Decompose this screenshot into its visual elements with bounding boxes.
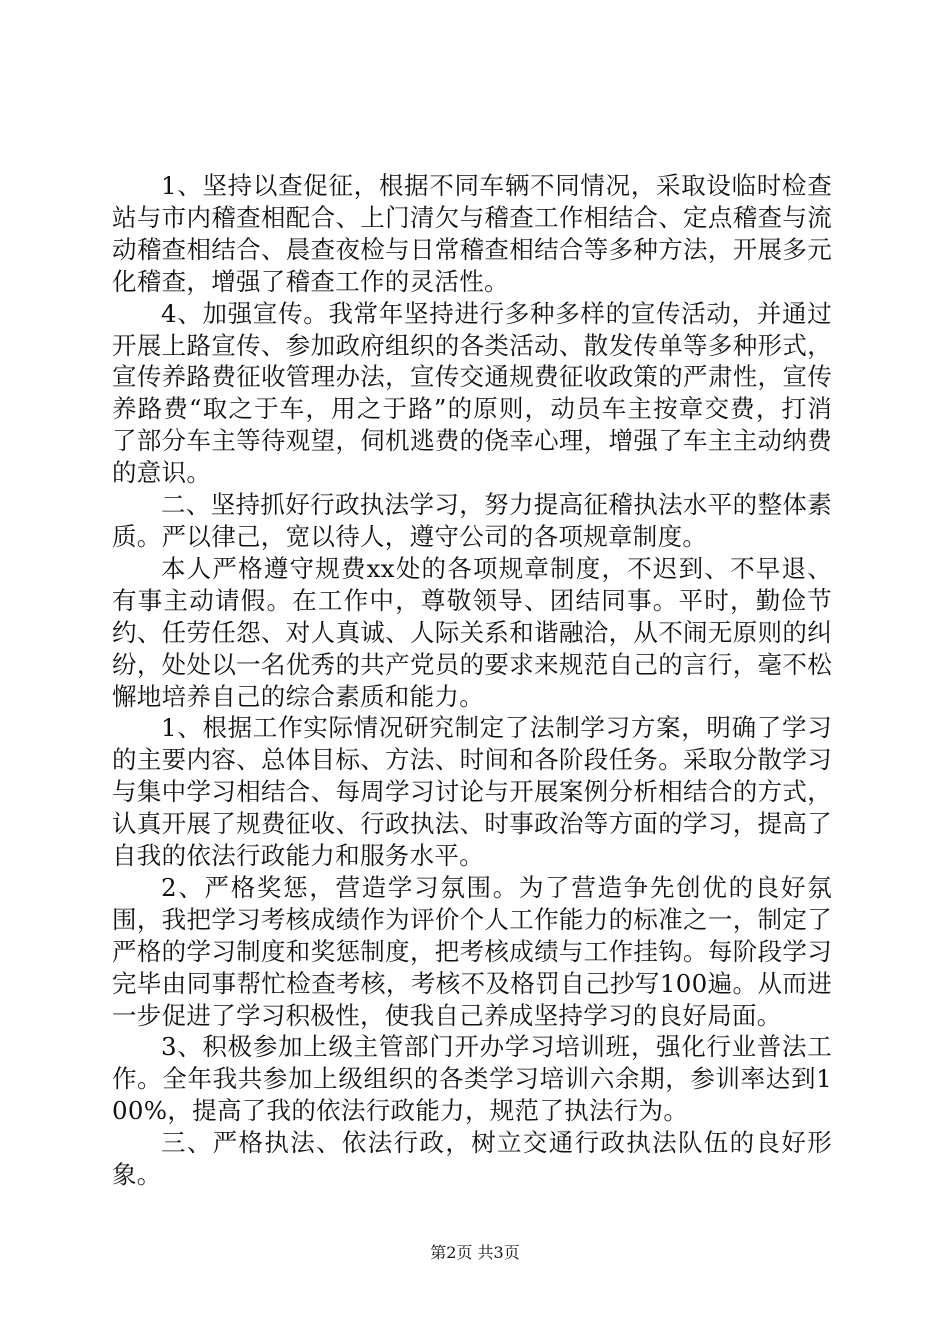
page-number-footer: 第2页 共3页 — [430, 1243, 520, 1262]
paragraph-7: 3、积极参加上级主管部门开办学习培训班，强化行业普法工作。全年我共参加上级组织的各类学习培训六余期，参训率达到100%，提高了我的依法行政能力，规范了执法行为。 — [112, 1032, 832, 1126]
paragraph-3: 二、坚持抓好行政执法学习，努力提高征稽执法水平的整体素质。严以律己，宽以待人，遵守公司的各项规章制度。 — [112, 490, 832, 551]
paragraph-8: 三、严格执法、依法行政，树立交通行政执法队伍的良好形象。 — [112, 1128, 832, 1190]
document-body — [112, 170, 832, 1191]
paragraph-6: 2、严格奖惩，营造学习氛围。为了营造争先创优的良好氛围，我把学习考核成绩作为评价个人工作能力的标准之一，制定了严格的学习制度和奖惩制度，把考核成绩与工作挂钩。每阶段学习完毕由同事帮忙检查考核，考核不及格罚自己抄写100遍。从而进一步促进了学习积极性，使我自己养成坚持学习的良好局面。 — [112, 872, 832, 1030]
paragraph-4: 本人严格遵守规费xx处的各项规章制度，不迟到、不早退、有事主动请假。在工作中，尊敬领导、团结同事。平时，勤俭节约、任劳任怨、对人真诚、人际关系和谐融洽，从不闹无原则的纠纷，处处以一名优秀的共产党员的要求来规范自己的言行，毫不松懈地培养自己的综合素质和能力。 — [112, 553, 832, 711]
paragraph-2: 4、加强宣传。我常年坚持进行多种多样的宣传活动，并通过开展上路宣传、参加政府组织的各类活动、散发传单等多种形式，宣传养路费征收管理办法，宣传交通规费征收政策的严肃性，宣传养路费“取之于车，用之于路”的原则，动员车主按章交费，打消了部分车主等待观望，伺机逃费的侥幸心理，增强了车主主动纳费的意识。 — [112, 298, 832, 488]
paragraph-5: 1、根据工作实际情况研究制定了法制学习方案，明确了学习的主要内容、总体目标、方法、时间和各阶段任务。采取分散学习与集中学习相结合、每周学习讨论与开展案例分析相结合的方式，认真开展了规费征收、行政执法、时事政治等方面的学习，提高了自我的依法行政能力和服务水平。 — [112, 713, 832, 871]
paragraph-1: 1、坚持以查促征，根据不同车辆不同情况，采取设临时检查站与市内稽查相配合、上门清欠与稽查工作相结合、定点稽查与流动稽查相结合、晨查夜检与日常稽查相结合等多种方法，开展多元化稽查，增强了稽查工作的灵活性。 — [112, 171, 832, 296]
